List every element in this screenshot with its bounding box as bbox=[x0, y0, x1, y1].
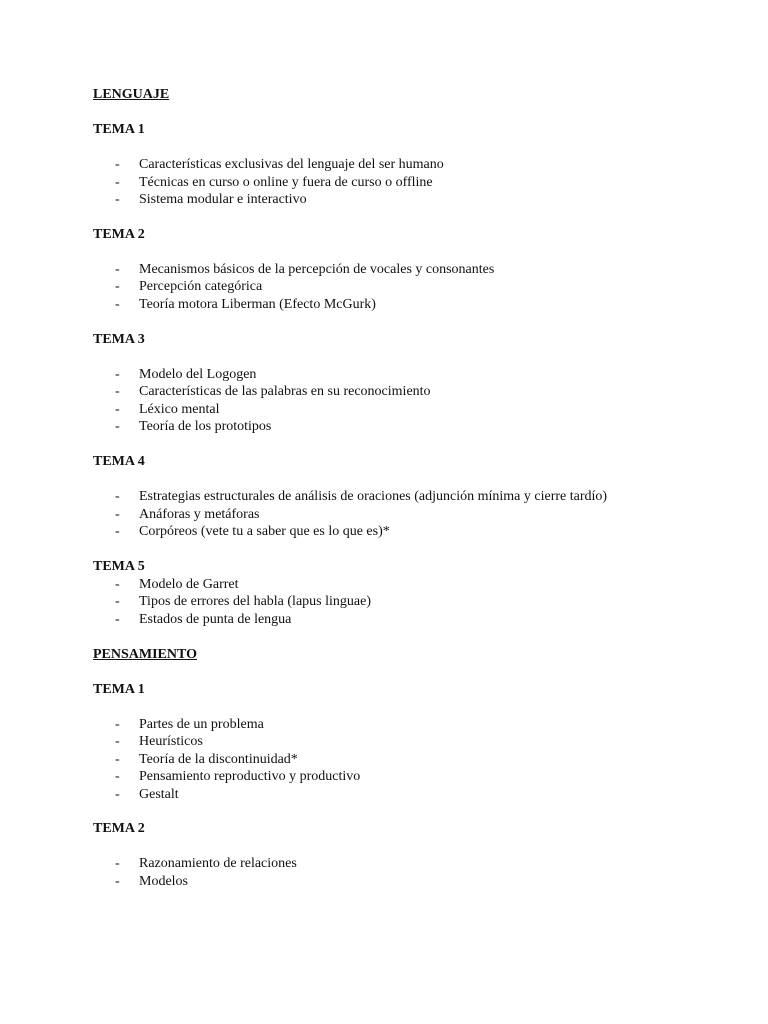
topic-block bbox=[93, 453, 733, 541]
dash-bullet-icon: - bbox=[115, 734, 120, 750]
topic-list bbox=[93, 576, 733, 629]
topic-list bbox=[93, 855, 733, 890]
list-item bbox=[93, 576, 733, 594]
list-item-text: Teoría de los prototipos bbox=[139, 419, 272, 435]
dash-bullet-icon: - bbox=[115, 856, 120, 872]
dash-bullet-icon: - bbox=[115, 786, 120, 802]
dash-bullet-icon: - bbox=[115, 751, 120, 767]
dash-bullet-icon: - bbox=[115, 419, 120, 435]
list-item bbox=[93, 716, 733, 734]
list-item bbox=[93, 506, 733, 524]
list-item bbox=[93, 523, 733, 541]
list-item-text: Anáforas y metáforas bbox=[139, 506, 260, 522]
dash-bullet-icon: - bbox=[115, 401, 120, 417]
list-item bbox=[93, 383, 733, 401]
list-item bbox=[93, 261, 733, 279]
topic-title: TEMA 1 bbox=[93, 681, 145, 697]
list-item bbox=[93, 278, 733, 296]
list-item-text: Modelos bbox=[139, 874, 188, 890]
list-item bbox=[93, 296, 733, 314]
list-item-text: Gestalt bbox=[139, 786, 179, 802]
section-heading: PENSAMIENTO bbox=[93, 646, 197, 662]
topic-block bbox=[93, 331, 733, 436]
list-item bbox=[93, 611, 733, 629]
list-item bbox=[93, 855, 733, 873]
list-item bbox=[93, 751, 733, 769]
dash-bullet-icon: - bbox=[115, 524, 120, 540]
list-item-text: Tipos de errores del habla (lapus linguae) bbox=[139, 594, 371, 610]
dash-bullet-icon: - bbox=[115, 366, 120, 382]
list-item bbox=[93, 593, 733, 611]
list-item-text: Pensamiento reproductivo y productivo bbox=[139, 769, 361, 785]
topic-list bbox=[93, 156, 733, 209]
dash-bullet-icon: - bbox=[115, 611, 120, 627]
topic-title: TEMA 2 bbox=[93, 226, 145, 242]
topic-title: TEMA 5 bbox=[93, 558, 145, 574]
section-pensamiento bbox=[93, 646, 733, 891]
dash-bullet-icon: - bbox=[115, 506, 120, 522]
list-item bbox=[93, 418, 733, 436]
topic-list bbox=[93, 261, 733, 314]
list-item bbox=[93, 768, 733, 786]
list-item bbox=[93, 786, 733, 804]
topic-list bbox=[93, 716, 733, 804]
list-item bbox=[93, 401, 733, 419]
dash-bullet-icon: - bbox=[115, 488, 120, 504]
dash-bullet-icon: - bbox=[115, 384, 120, 400]
dash-bullet-icon: - bbox=[115, 769, 120, 785]
section-lenguaje bbox=[93, 86, 733, 629]
list-item-text: Estados de punta de lengua bbox=[139, 611, 292, 627]
list-item bbox=[93, 174, 733, 192]
dash-bullet-icon: - bbox=[115, 594, 120, 610]
dash-bullet-icon: - bbox=[115, 296, 120, 312]
topic-list bbox=[93, 366, 733, 436]
dash-bullet-icon: - bbox=[115, 576, 120, 592]
list-item-text: Sistema modular e interactivo bbox=[139, 192, 307, 208]
document-page bbox=[93, 86, 733, 891]
dash-bullet-icon: - bbox=[115, 716, 120, 732]
list-item-text: Partes de un problema bbox=[139, 716, 264, 732]
dash-bullet-icon: - bbox=[115, 174, 120, 190]
list-item bbox=[93, 873, 733, 891]
list-item bbox=[93, 733, 733, 751]
topic-block bbox=[93, 226, 733, 314]
list-item bbox=[93, 156, 733, 174]
topic-block bbox=[93, 820, 733, 890]
list-item-text: Léxico mental bbox=[139, 401, 220, 417]
dash-bullet-icon: - bbox=[115, 261, 120, 277]
list-item-text: Teoría motora Liberman (Efecto McGurk) bbox=[139, 296, 376, 312]
list-item-text: Mecanismos básicos de la percepción de vocales y consonantes bbox=[139, 261, 495, 277]
list-item bbox=[93, 191, 733, 209]
topic-list bbox=[93, 488, 733, 541]
list-item-text: Corpóreos (vete tu a saber que es lo que es)* bbox=[139, 524, 390, 540]
section-heading: LENGUAJE bbox=[93, 87, 170, 102]
dash-bullet-icon: - bbox=[115, 874, 120, 890]
list-item-text: Estrategias estructurales de análisis de oraciones (adjunción mínima y cierre tardío) bbox=[139, 488, 608, 504]
topic-title: TEMA 3 bbox=[93, 331, 145, 347]
topic-title: TEMA 2 bbox=[93, 821, 145, 837]
topic-block bbox=[93, 558, 733, 629]
dash-bullet-icon: - bbox=[115, 192, 120, 208]
dash-bullet-icon: - bbox=[115, 157, 120, 172]
topic-title: TEMA 1 bbox=[93, 122, 145, 137]
dash-bullet-icon: - bbox=[115, 279, 120, 295]
list-item bbox=[93, 488, 733, 506]
list-item-text: Modelo de Garret bbox=[139, 576, 239, 592]
list-item-text: Características de las palabras en su reconocimiento bbox=[139, 384, 431, 400]
list-item-text: Técnicas en curso o online y fuera de curso o offline bbox=[139, 174, 433, 190]
list-item-text: Heurísticos bbox=[139, 734, 203, 750]
topic-title: TEMA 4 bbox=[93, 453, 145, 469]
topic-block bbox=[93, 121, 733, 209]
list-item-text: Teoría de la discontinuidad* bbox=[139, 751, 298, 767]
topic-block bbox=[93, 681, 733, 804]
list-item-text: Modelo del Logogen bbox=[139, 366, 257, 382]
list-item-text: Percepción categórica bbox=[139, 279, 263, 295]
list-item bbox=[93, 366, 733, 384]
list-item-text: Características exclusivas del lenguaje del ser humano bbox=[139, 157, 444, 172]
list-item-text: Razonamiento de relaciones bbox=[139, 856, 297, 872]
